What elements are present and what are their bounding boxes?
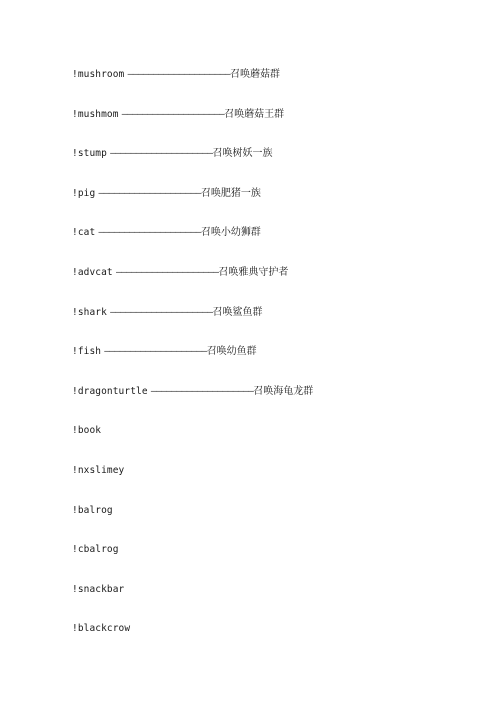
command-text: !mushmom bbox=[72, 108, 119, 120]
command-text: !book bbox=[72, 425, 102, 437]
dash-separator: ———————————————————— bbox=[121, 108, 225, 120]
command-text: !cat bbox=[72, 227, 96, 239]
command-text: !fish bbox=[72, 346, 102, 358]
dash-separator: ———————————————————— bbox=[98, 227, 201, 239]
command-description: 召唤鲨鱼群 bbox=[212, 306, 263, 318]
command-line-stump bbox=[72, 145, 313, 185]
command-description: 召唤幼鱼群 bbox=[206, 346, 257, 358]
dash-separator: ———————————————————— bbox=[127, 69, 230, 80]
command-text: !snackbar bbox=[72, 583, 125, 595]
command-text: !blackcrow bbox=[72, 623, 131, 635]
command-description: 召唤肥猪一族 bbox=[200, 187, 261, 199]
dash-separator: ———————————————————— bbox=[115, 266, 219, 278]
command-text: !advcat bbox=[72, 266, 113, 278]
command-description: 召唤小幼狮群 bbox=[200, 227, 261, 239]
command-description: 召唤海龟龙群 bbox=[253, 385, 314, 397]
command-line-pig bbox=[72, 185, 313, 225]
command-description: 召唤蘑菇群 bbox=[229, 69, 280, 80]
command-text: !nxslimey bbox=[72, 464, 125, 476]
command-text: !dragonturtle bbox=[72, 385, 148, 397]
command-text: !balrog bbox=[72, 504, 113, 516]
command-text: !pig bbox=[72, 187, 96, 199]
command-line-nxslimey bbox=[72, 462, 313, 502]
command-line-fish bbox=[72, 343, 313, 383]
command-text: !stump bbox=[72, 148, 107, 160]
command-text: !shark bbox=[72, 306, 107, 318]
dash-separator: ———————————————————— bbox=[150, 385, 254, 397]
command-text: !cbalrog bbox=[72, 544, 119, 556]
dash-separator: ———————————————————— bbox=[110, 148, 213, 160]
dash-separator: ———————————————————— bbox=[104, 346, 207, 358]
dash-separator: ———————————————————— bbox=[98, 187, 201, 199]
command-line-cat bbox=[72, 224, 313, 264]
dash-separator: ———————————————————— bbox=[110, 306, 213, 318]
command-line-shark bbox=[72, 304, 313, 344]
command-line-mushroom bbox=[72, 66, 313, 106]
command-line-mushmom bbox=[72, 106, 313, 146]
command-line-dragonturtle bbox=[72, 383, 313, 423]
command-description: 召唤雅典守护者 bbox=[218, 266, 289, 278]
command-description: 召唤蘑菇王群 bbox=[224, 108, 285, 120]
command-line-advcat bbox=[72, 264, 313, 304]
command-description: 召唤树妖一族 bbox=[212, 148, 273, 160]
command-line-blackcrow bbox=[72, 620, 313, 660]
command-line-balrog bbox=[72, 502, 313, 542]
command-line-snackbar bbox=[72, 581, 313, 621]
command-text: !mushroom bbox=[72, 69, 125, 80]
command-line-book bbox=[72, 422, 313, 462]
command-line-cbalrog bbox=[72, 541, 313, 581]
command-list bbox=[72, 66, 313, 660]
